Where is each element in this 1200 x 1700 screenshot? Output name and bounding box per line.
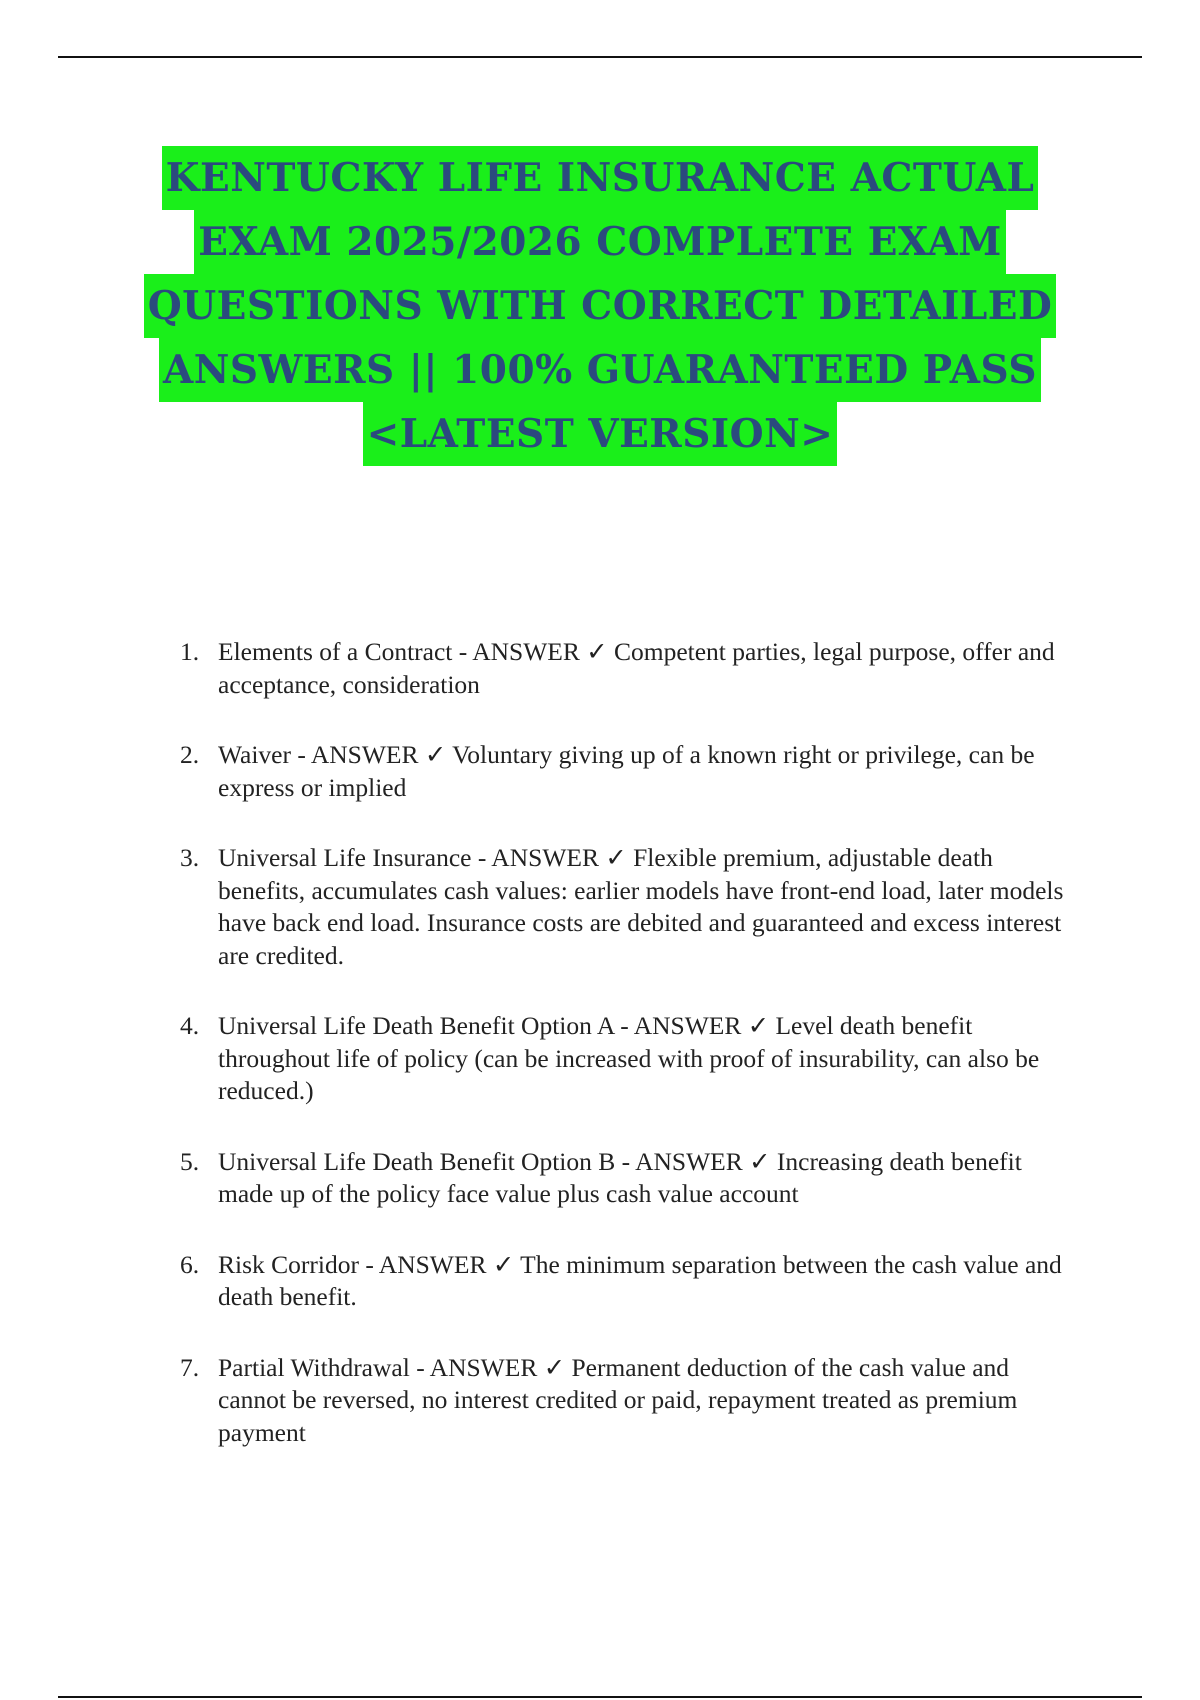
question-list (180, 636, 1080, 1487)
title-line-3: QUESTIONS WITH CORRECT DETAILED (144, 274, 1057, 338)
item-number: 2. (180, 740, 200, 769)
item-text: Elements of a Contract - ANSWER ✓ Competent parties, legal purpose, offer and acceptance, consideration (218, 637, 1055, 699)
list-item (180, 1352, 1080, 1450)
item-number: 3. (180, 843, 200, 872)
item-number: 4. (180, 1011, 200, 1040)
list-item (180, 739, 1080, 804)
list-item (180, 1249, 1080, 1314)
list-item (180, 636, 1080, 701)
item-text: Universal Life Insurance - ANSWER ✓ Flexible premium, adjustable death benefits, accumulates cash values: earlier models have front-end load, later models have back end load. Insurance costs are debited and guaranteed and excess interest are credited. (218, 843, 1064, 970)
bottom-rule (58, 1696, 1142, 1698)
list-item (180, 1010, 1080, 1108)
list-item (180, 842, 1080, 972)
document-title (0, 146, 1200, 466)
title-line-1: KENTUCKY LIFE INSURANCE ACTUAL (162, 146, 1039, 210)
title-line-5: <LATEST VERSION> (363, 402, 838, 466)
item-text: Waiver - ANSWER ✓ Voluntary giving up of a known right or privilege, can be express or implied (218, 740, 1035, 802)
title-line-4: ANSWERS || 100% GUARANTEED PASS (159, 338, 1041, 402)
item-text: Risk Corridor - ANSWER ✓ The minimum separation between the cash value and death benefit. (218, 1249, 1062, 1311)
item-number: 5. (180, 1146, 200, 1176)
item-text: Universal Life Death Benefit Option B - ANSWER ✓ Increasing death benefit made up of the policy face value plus cash value account (218, 1146, 1022, 1208)
item-text: Universal Life Death Benefit Option A - ANSWER ✓ Level death benefit throughout life of policy (can be increased with proof of insurability, can also be reduced.) (218, 1011, 1040, 1105)
top-rule (58, 56, 1142, 58)
item-number: 1. (180, 637, 200, 666)
title-line-2: EXAM 2025/2026 COMPLETE EXAM (194, 210, 1006, 274)
item-number: 7. (180, 1352, 200, 1382)
list-item (180, 1146, 1080, 1211)
item-number: 6. (180, 1249, 200, 1279)
item-text: Partial Withdrawal - ANSWER ✓ Permanent deduction of the cash value and cannot be reversed, no interest credited or paid, repayment treated as premium payment (218, 1352, 1018, 1447)
